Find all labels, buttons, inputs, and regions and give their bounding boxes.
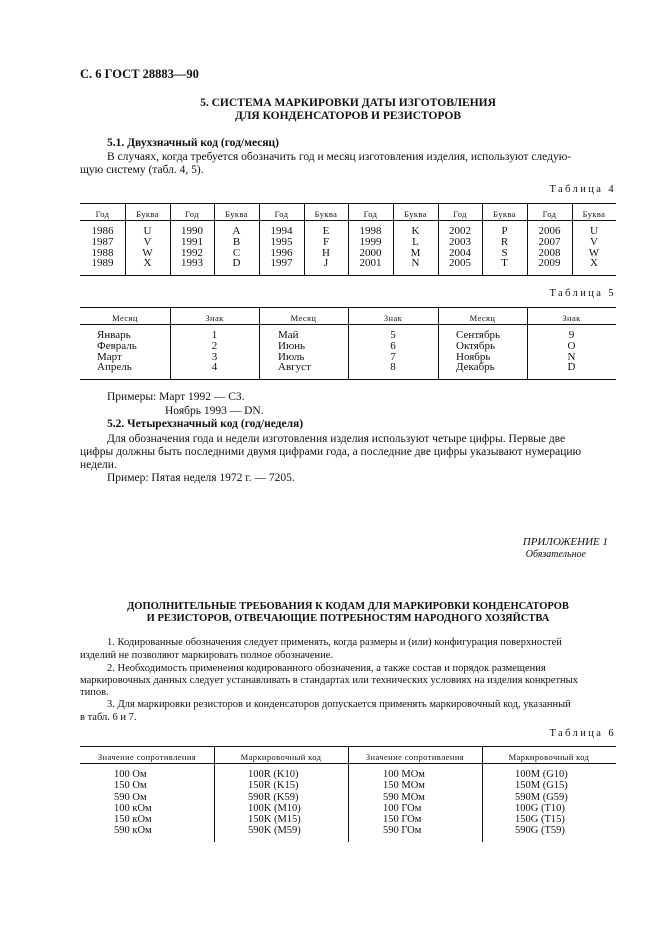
table-4-header-letter: Буква (582, 209, 606, 219)
table-5-month-column: Май Июнь Июль Август (278, 329, 311, 374)
subsection-5-1-heading: 5.1. Двухзначный код (год/месяц) (107, 137, 279, 149)
table-4-year-column: 2002 2003 2004 2005 (449, 225, 471, 270)
appendix-p3-line2: в табл. 6 и 7. (80, 712, 137, 723)
table-4-caption: Таблица 4 (549, 184, 616, 195)
table-4-year-column: 1986 1987 1988 1989 (91, 225, 114, 270)
table-5-header-month: Месяц (112, 313, 138, 323)
table-4-bottom-rule (80, 275, 616, 276)
table-5-caption: Таблица 5 (549, 288, 616, 299)
paragraph-5-2-line1: Для обозначения года и недели изготовления изделия используют четыре цифры. Первые две (107, 433, 566, 445)
table-4-header-year: Год (95, 209, 110, 219)
appendix-title-line1: ДОПОЛНИТЕЛЬНЫЕ ТРЕБОВАНИЯ К КОДАМ ДЛЯ МАРКИРОВКИ КОНДЕНСАТОРОВ (127, 601, 569, 612)
section-title-line2: ДЛЯ КОНДЕНСАТОРОВ И РЕЗИСТОРОВ (234, 110, 462, 122)
table-4-header-year: Год (542, 209, 557, 219)
examples-line2: Ноябрь 1993 — DN. (165, 405, 264, 417)
table-4-header-letter: Буква (225, 209, 248, 219)
table-6-resistance-column: 100 МОм 150 МОм 590 МОм 100 ГОм 150 ГОм 590 ГОм (383, 769, 425, 837)
table-6-header-code: Маркировочный код (240, 752, 322, 762)
table-4-letter-column: A B C D (232, 225, 241, 270)
table-5-header-month: Месяц (469, 313, 496, 323)
table-5-header-month: Месяц (290, 313, 317, 323)
appendix-p1-line2: изделий не позволяют маркировать полное обозначение. (80, 650, 334, 661)
table-5-header-sign: Знак (562, 313, 581, 323)
table-5-header-sign: Знак (205, 313, 224, 323)
table-6-code-column: 100M (G10) 150M (G15) 590M (G59) 100G (T10) 150G (T15) 590G (T59) (515, 769, 568, 837)
table-5-month-column: Январь Февраль Март Апрель (97, 329, 137, 374)
table-4-letter-column: U V W X (588, 225, 600, 270)
paragraph-5-2-line3: недели. (80, 459, 117, 471)
table-4-header-letter: Буква (493, 209, 516, 219)
table-4-year-column: 1990 1991 1992 1993 (181, 225, 203, 270)
table-4-header-letter: Буква (136, 209, 159, 219)
table-5-sign-column: 1 2 3 4 (211, 329, 218, 374)
subsection-5-2-heading: 5.2. Четырехзначный код (год/неделя) (107, 418, 304, 430)
appendix-p1-line1: 1. Кодированные обозначения следует применять, когда размеры и (или) конфигурация поверхностей (107, 637, 562, 648)
table-6-header-resistance: Значение сопротивления (365, 752, 465, 762)
table-5-bottom-rule (80, 379, 616, 380)
table-4-header-year: Год (185, 209, 199, 219)
table-4-year-column: 1994 1995 1996 1997 (270, 225, 293, 270)
table-6-caption: Таблица 6 (549, 728, 616, 739)
section-title-line1: 5. СИСТЕМА МАРКИРОВКИ ДАТЫ ИЗГОТОВЛЕНИЯ (200, 97, 496, 109)
paragraph-5-1-line1: В случаях, когда требуется обозначить год и месяц изготовления изделия, используют следую- (107, 151, 572, 163)
example-5-2: Пример: Пятая неделя 1972 г. — 7205. (107, 472, 295, 484)
table-4-year-column: 2006 2007 2008 2009 (538, 225, 561, 270)
appendix-status: Обязательное (525, 549, 586, 560)
examples-line1: Примеры: Март 1992 — С3. (107, 391, 245, 403)
table-5-sign-column: 9 O N D (567, 329, 576, 374)
appendix-p2-line3: типов. (80, 687, 109, 698)
page-header: С. 6 ГОСТ 28883—90 (80, 67, 199, 81)
paragraph-5-1-line2: щую систему (табл. 4, 5). (80, 164, 204, 176)
appendix-label: ПРИЛОЖЕНИЕ 1 (522, 536, 608, 548)
table-6-header-code: Маркировочный код (508, 752, 590, 762)
table-4-header-year: Год (363, 209, 378, 219)
table-4-letter-column: E F H J (322, 225, 330, 270)
table-4-letter-column: P R S T (500, 225, 509, 270)
appendix-p3-line1: 3. Для маркировки резисторов и конденсаторов допускается применять маркировочный код, указанный (107, 699, 571, 710)
table-5-sign-column: 5 6 7 8 (390, 329, 396, 374)
table-4-header-letter: Буква (314, 209, 338, 219)
table-5-header-sign: Знак (383, 313, 403, 323)
table-4-year-column: 1998 1999 2000 2001 (359, 225, 382, 270)
appendix-title-line2: И РЕЗИСТОРОВ, ОТВЕЧАЮЩИЕ ПОТРЕБНОСТЯМ НАРОДНОГО ХОЗЯЙСТВА (146, 613, 550, 624)
table-6-resistance-column: 100 Ом 150 Ом 590 Ом 100 кОм 150 кОм 590 кОм (114, 769, 152, 837)
table-6-header-resistance: Значение сопротивления (97, 752, 197, 762)
table-4-header-year: Год (453, 209, 467, 219)
table-6-code-column: 100R (K10) 150R (K15) 590R (K59) 100K (M10) 150K (M15) 590K (M59) (248, 769, 301, 837)
table-4-letter-column: K L M N (410, 225, 421, 270)
appendix-p2-line1: 2. Необходимость применения кодированного обозначения, а также состав и порядок размещения (107, 663, 546, 674)
paragraph-5-2-line2: цифры должны быть последними двумя цифрами года, а последние две цифры указывают нумерацию (80, 446, 582, 458)
table-4-header-letter: Буква (404, 209, 427, 219)
table-5-month-column: Сентябрь Октябрь Ноябрь Декабрь (456, 329, 501, 374)
table-4-letter-column: U V W X (142, 225, 153, 270)
table-4-header-year: Год (274, 209, 289, 219)
appendix-p2-line2: маркировочных данных следует устанавливать в стандартах или технических условиях на изделия конкретных (80, 675, 578, 686)
